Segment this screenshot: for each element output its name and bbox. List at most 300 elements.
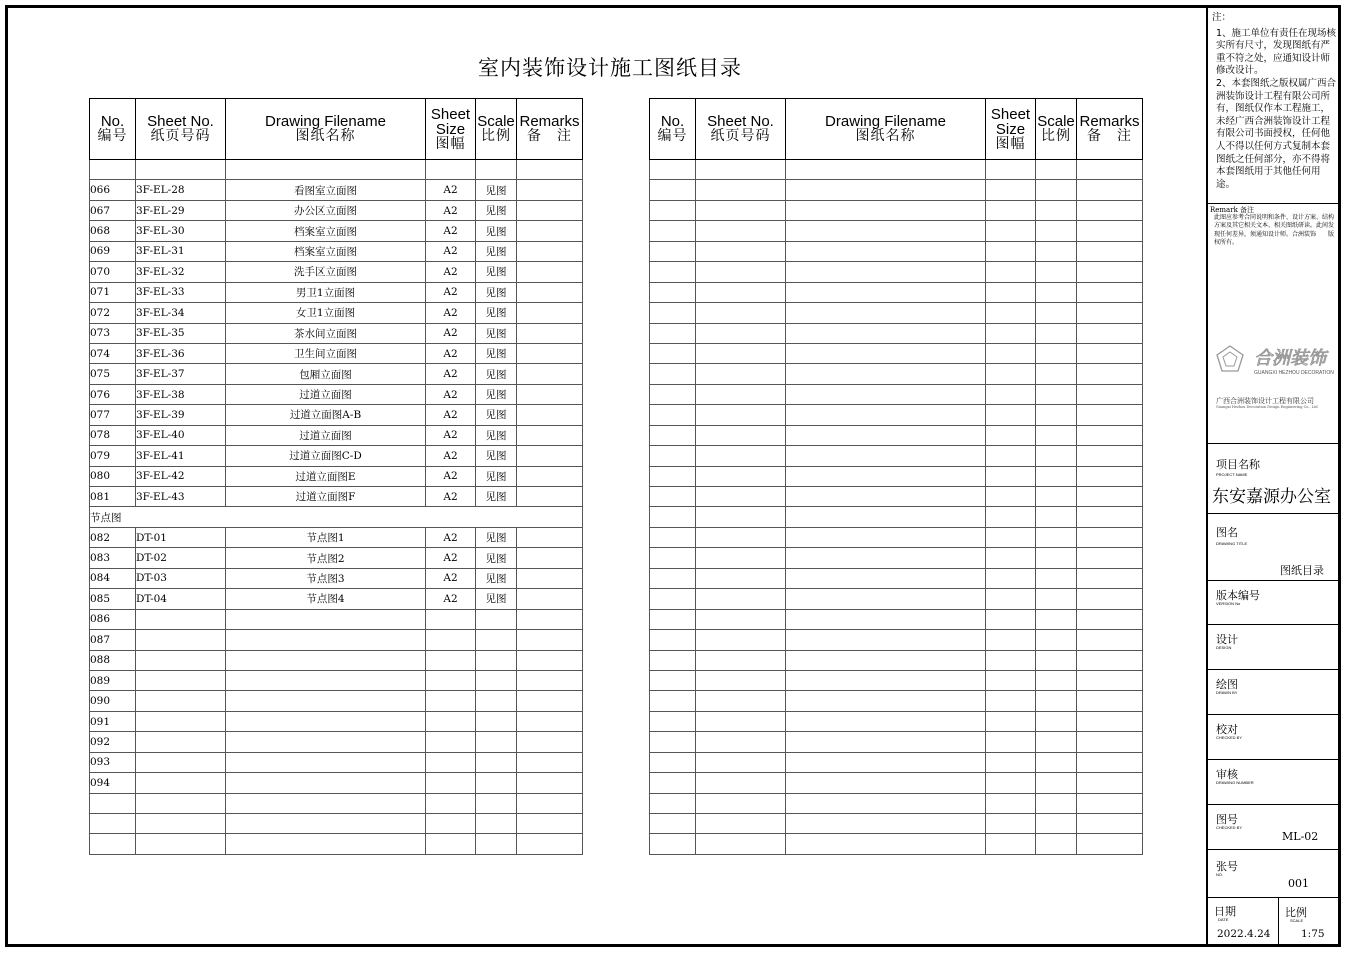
empty-cell <box>1036 466 1077 486</box>
table-row <box>90 548 583 568</box>
empty-cell <box>696 160 786 180</box>
cell-scale <box>476 691 517 711</box>
table-row <box>90 793 583 813</box>
empty-cell <box>986 548 1036 568</box>
empty-cell <box>986 630 1036 650</box>
empty-cell <box>1036 609 1077 629</box>
table-row <box>90 343 583 363</box>
empty-cell <box>1077 262 1143 282</box>
empty-cell <box>786 609 986 629</box>
empty-cell <box>650 589 696 609</box>
cell-row-number: 089 <box>90 670 136 690</box>
table-row <box>90 446 583 466</box>
cell-remarks <box>517 282 583 302</box>
cell-scale <box>476 160 517 180</box>
cell-sheet-size: A2 <box>426 446 476 466</box>
table-row <box>90 527 583 547</box>
cell-remarks <box>517 160 583 180</box>
date-value: 2022.4.24 <box>1217 928 1271 940</box>
table-row <box>90 630 583 650</box>
empty-cell <box>696 425 786 445</box>
empty-cell <box>1036 262 1077 282</box>
table-row <box>650 670 1143 690</box>
cell-sheet-number: 3F-EL-43 <box>136 487 226 507</box>
empty-cell <box>650 303 696 323</box>
empty-cell <box>696 343 786 363</box>
cell-row-number: 090 <box>90 691 136 711</box>
empty-cell <box>696 589 786 609</box>
cell-row-number: 093 <box>90 752 136 772</box>
empty-cell <box>986 568 1036 588</box>
cell-drawing-name: 洗手区立面图 <box>226 262 426 282</box>
empty-cell <box>696 405 786 425</box>
cell-sheet-number: 3F-EL-28 <box>136 180 226 200</box>
empty-cell <box>786 527 986 547</box>
empty-cell <box>1077 487 1143 507</box>
cell-scale: 见图 <box>476 446 517 466</box>
empty-cell <box>1036 711 1077 731</box>
cell-sheet-number <box>136 814 226 834</box>
col-header-sheet: Sheet No. 纸页号码 <box>696 99 786 160</box>
cell-drawing-name: 办公区立面图 <box>226 200 426 220</box>
table-row <box>650 200 1143 220</box>
cell-drawing-name: 看图室立面图 <box>226 180 426 200</box>
cell-drawing-name: 过道立面图 <box>226 425 426 445</box>
empty-cell <box>696 221 786 241</box>
cell-sheet-size: A2 <box>426 548 476 568</box>
empty-cell <box>650 282 696 302</box>
cell-sheet-number <box>136 670 226 690</box>
table-row <box>650 527 1143 547</box>
cell-drawing-name: 节点图1 <box>226 527 426 547</box>
empty-cell <box>696 200 786 220</box>
table-row <box>90 711 583 731</box>
cell-scale <box>476 711 517 731</box>
empty-cell <box>986 711 1036 731</box>
empty-cell <box>986 752 1036 772</box>
project-name: 东安嘉源办公室 <box>1212 487 1331 507</box>
table-row <box>90 773 583 793</box>
empty-cell <box>650 834 696 854</box>
empty-cell <box>1077 711 1143 731</box>
cell-remarks <box>517 527 583 547</box>
table-row <box>90 282 583 302</box>
empty-cell <box>786 425 986 445</box>
empty-cell <box>696 752 786 772</box>
empty-cell <box>786 303 986 323</box>
empty-cell <box>696 548 786 568</box>
remark <box>1210 206 1338 247</box>
cell-sheet-size: A2 <box>426 221 476 241</box>
empty-cell <box>986 303 1036 323</box>
col-header-name: Drawing Filename 图纸名称 <box>226 99 426 160</box>
cell-row-number: 080 <box>90 466 136 486</box>
empty-cell <box>786 323 986 343</box>
sheet-number-section <box>1208 850 1341 898</box>
empty-cell <box>1036 425 1077 445</box>
cell-sheet-size: A2 <box>426 568 476 588</box>
empty-cell <box>986 282 1036 302</box>
sheet-number-sub: NO. <box>1216 872 1224 877</box>
cell-drawing-name: 过道立面图 <box>226 384 426 404</box>
table-row <box>90 384 583 404</box>
cell-sheet-size <box>426 814 476 834</box>
cell-scale: 见图 <box>476 180 517 200</box>
date-label: 日期 <box>1214 905 1236 918</box>
cell-row-number: 075 <box>90 364 136 384</box>
col-header-no: No. 编号 <box>90 99 136 160</box>
cell-sheet-number: 3F-EL-41 <box>136 446 226 466</box>
empty-cell <box>1036 405 1077 425</box>
cell-sheet-number: 3F-EL-32 <box>136 262 226 282</box>
empty-cell <box>1077 303 1143 323</box>
empty-cell <box>786 548 986 568</box>
empty-cell <box>986 384 1036 404</box>
empty-cell <box>786 384 986 404</box>
design-sub: DESIGN <box>1216 645 1232 650</box>
empty-cell <box>1077 180 1143 200</box>
cell-scale: 见图 <box>476 221 517 241</box>
table-row <box>650 752 1143 772</box>
empty-cell <box>1077 834 1143 854</box>
cell-row-number: 082 <box>90 527 136 547</box>
table-row <box>650 650 1143 670</box>
table-row <box>90 670 583 690</box>
cell-row-number: 091 <box>90 711 136 731</box>
cell-scale: 见图 <box>476 303 517 323</box>
empty-cell <box>696 834 786 854</box>
cell-sheet-number: 3F-EL-30 <box>136 221 226 241</box>
notes <box>1212 12 1337 191</box>
table-row <box>650 405 1143 425</box>
cell-row-number: 087 <box>90 630 136 650</box>
empty-cell <box>986 487 1036 507</box>
drawing-number-sub: CHECKED BY <box>1216 825 1243 830</box>
table-row <box>90 609 583 629</box>
empty-cell <box>1036 670 1077 690</box>
table-row <box>650 303 1143 323</box>
table-row <box>90 568 583 588</box>
catalog-table-right <box>649 98 1143 855</box>
empty-cell <box>986 343 1036 363</box>
empty-cell <box>650 568 696 588</box>
notes-section <box>1208 8 1341 204</box>
empty-cell <box>786 466 986 486</box>
empty-cell <box>986 425 1036 445</box>
drawing-number-label: 图号 <box>1216 813 1238 826</box>
empty-cell <box>1077 548 1143 568</box>
empty-cell <box>986 241 1036 261</box>
empty-cell <box>1036 343 1077 363</box>
version-section <box>1208 581 1341 625</box>
empty-cell <box>1036 568 1077 588</box>
cell-row-number: 084 <box>90 568 136 588</box>
design-label: 设计 <box>1216 633 1238 646</box>
company-name-zh: 广西合洲装饰设计工程有限公司 <box>1216 397 1314 405</box>
cell-scale: 见图 <box>476 200 517 220</box>
cell-drawing-name <box>226 773 426 793</box>
empty-cell <box>696 527 786 547</box>
remark-section <box>1208 204 1341 292</box>
drawn-section <box>1208 670 1341 715</box>
empty-cell <box>650 773 696 793</box>
table-row <box>650 507 1143 527</box>
cell-row-number <box>90 834 136 854</box>
project-section <box>1208 444 1341 514</box>
col-header-scale: Scale 比例 <box>1036 99 1077 160</box>
cell-row-number: 081 <box>90 487 136 507</box>
cell-remarks <box>517 793 583 813</box>
empty-cell <box>786 282 986 302</box>
drawing-title-label: 图名 <box>1216 526 1238 539</box>
cell-remarks <box>517 548 583 568</box>
empty-cell <box>1077 405 1143 425</box>
cell-drawing-name: 茶水间立面图 <box>226 323 426 343</box>
empty-cell <box>696 384 786 404</box>
empty-cell <box>650 323 696 343</box>
empty-cell <box>696 180 786 200</box>
empty-cell <box>1077 814 1143 834</box>
cell-row-number <box>90 814 136 834</box>
empty-cell <box>1077 732 1143 752</box>
empty-cell <box>650 630 696 650</box>
cell-sheet-size: A2 <box>426 425 476 445</box>
cell-remarks <box>517 487 583 507</box>
cell-sheet-size <box>426 752 476 772</box>
col-header-no: No. 编号 <box>650 99 696 160</box>
table-row <box>90 834 583 854</box>
cell-row-number: 086 <box>90 609 136 629</box>
empty-cell <box>986 180 1036 200</box>
cell-sheet-size <box>426 160 476 180</box>
empty-cell <box>786 630 986 650</box>
cell-scale: 见图 <box>476 384 517 404</box>
remark-text: 此图应参考合同说明和条件、设计方案、结构方案及其它相关文本、相关图纸研读。此间发现任何差异，须通知设计师。合洲装饰 版权所有。 <box>1214 214 1335 246</box>
table-row <box>90 200 583 220</box>
cell-sheet-number <box>136 691 226 711</box>
notes-title: 注： <box>1212 12 1232 23</box>
cell-remarks <box>517 630 583 650</box>
empty-cell <box>696 446 786 466</box>
empty-cell <box>696 241 786 261</box>
cell-drawing-name: 卫生间立面图 <box>226 343 426 363</box>
empty-cell <box>1077 241 1143 261</box>
table-row <box>90 221 583 241</box>
table-row <box>90 241 583 261</box>
cell-row-number: 079 <box>90 446 136 466</box>
empty-cell <box>786 670 986 690</box>
table-row <box>650 282 1143 302</box>
cell-sheet-size: A2 <box>426 405 476 425</box>
table-row <box>90 425 583 445</box>
empty-cell <box>1036 527 1077 547</box>
empty-cell <box>786 773 986 793</box>
logo-section <box>1208 292 1341 444</box>
cell-sheet-number: 3F-EL-38 <box>136 384 226 404</box>
empty-cell <box>650 507 696 527</box>
table-row <box>90 507 583 527</box>
cell-drawing-name: 节点图2 <box>226 548 426 568</box>
scale-sub: SCALE <box>1290 918 1304 923</box>
cell-sheet-size: A2 <box>426 343 476 363</box>
project-sub: PROJECT NAME <box>1216 472 1248 477</box>
table-row <box>90 262 583 282</box>
drawing-title-sub: DRAWING TITLE <box>1216 541 1248 546</box>
empty-cell <box>1036 548 1077 568</box>
empty-cell <box>696 773 786 793</box>
empty-cell <box>1036 303 1077 323</box>
empty-cell <box>1077 323 1143 343</box>
table-row <box>650 466 1143 486</box>
empty-cell <box>986 323 1036 343</box>
empty-cell <box>1036 446 1077 466</box>
cell-drawing-name <box>226 160 426 180</box>
note-1: 1、施工单位有责任在现场核实所有尺寸，发现图纸有严重不符之处，应通知设计师修改设计。 <box>1216 27 1337 77</box>
cell-sheet-number <box>136 752 226 772</box>
empty-cell <box>696 466 786 486</box>
table-row <box>650 630 1143 650</box>
cell-scale: 见图 <box>476 262 517 282</box>
empty-cell <box>650 650 696 670</box>
empty-cell <box>1077 200 1143 220</box>
drawn-label: 绘图 <box>1216 678 1238 691</box>
cell-sheet-size: A2 <box>426 487 476 507</box>
cell-row-number: 076 <box>90 384 136 404</box>
empty-cell <box>786 262 986 282</box>
cell-drawing-name: 档案室立面图 <box>226 241 426 261</box>
cell-sheet-number: 3F-EL-34 <box>136 303 226 323</box>
empty-cell <box>1036 650 1077 670</box>
cell-sheet-number <box>136 732 226 752</box>
empty-cell <box>650 241 696 261</box>
empty-cell <box>1036 589 1077 609</box>
cell-scale: 见图 <box>476 282 517 302</box>
empty-cell <box>786 446 986 466</box>
cell-remarks <box>517 691 583 711</box>
empty-cell <box>786 487 986 507</box>
cell-sheet-number <box>136 711 226 731</box>
empty-cell <box>1077 527 1143 547</box>
empty-cell <box>786 752 986 772</box>
empty-cell <box>650 609 696 629</box>
cell-remarks <box>517 446 583 466</box>
page-title: 室内装饰设计施工图纸目录 <box>478 56 742 80</box>
empty-cell <box>650 548 696 568</box>
cell-row-number: 092 <box>90 732 136 752</box>
cell-sheet-size <box>426 691 476 711</box>
cell-remarks <box>517 200 583 220</box>
cell-row-number: 094 <box>90 773 136 793</box>
cell-remarks <box>517 241 583 261</box>
empty-cell <box>650 262 696 282</box>
cell-sheet-number: 3F-EL-29 <box>136 200 226 220</box>
cell-remarks <box>517 773 583 793</box>
empty-cell <box>1036 160 1077 180</box>
drawing-number: ML-02 <box>1282 830 1319 843</box>
table-row <box>650 180 1143 200</box>
cell-row-number <box>90 793 136 813</box>
cell-sheet-number <box>136 793 226 813</box>
cell-drawing-name: 包厢立面图 <box>226 364 426 384</box>
cell-sheet-size: A2 <box>426 323 476 343</box>
empty-cell <box>696 670 786 690</box>
cell-remarks <box>517 834 583 854</box>
table-row <box>650 446 1143 466</box>
cell-sheet-size: A2 <box>426 384 476 404</box>
table-row <box>90 752 583 772</box>
empty-cell <box>986 262 1036 282</box>
empty-cell <box>986 691 1036 711</box>
cell-sheet-size <box>426 732 476 752</box>
table-row <box>650 834 1143 854</box>
empty-cell <box>1036 507 1077 527</box>
empty-cell <box>1036 814 1077 834</box>
empty-cell <box>986 405 1036 425</box>
empty-cell <box>650 425 696 445</box>
table-row <box>650 548 1143 568</box>
cell-sheet-number: 3F-EL-42 <box>136 466 226 486</box>
cell-drawing-name <box>226 793 426 813</box>
cell-sheet-size: A2 <box>426 200 476 220</box>
cell-row-number: 069 <box>90 241 136 261</box>
cell-sheet-number: DT-01 <box>136 527 226 547</box>
table-row <box>650 241 1143 261</box>
cell-sheet-number <box>136 650 226 670</box>
empty-cell <box>1077 609 1143 629</box>
cell-sheet-size: A2 <box>426 282 476 302</box>
empty-cell <box>986 773 1036 793</box>
table-row <box>650 343 1143 363</box>
empty-cell <box>650 487 696 507</box>
cell-sheet-number: 3F-EL-33 <box>136 282 226 302</box>
empty-cell <box>786 160 986 180</box>
cell-sheet-size <box>426 650 476 670</box>
empty-cell <box>1077 773 1143 793</box>
cell-sheet-size: A2 <box>426 589 476 609</box>
col-header-scale: Scale 比例 <box>476 99 517 160</box>
cell-sheet-number: 3F-EL-35 <box>136 323 226 343</box>
version-label: 版本编号 <box>1216 589 1260 602</box>
drawing-number-section <box>1208 805 1341 850</box>
empty-cell <box>1077 691 1143 711</box>
cell-sheet-size: A2 <box>426 364 476 384</box>
cell-drawing-name <box>226 691 426 711</box>
cell-remarks <box>517 814 583 834</box>
cell-scale <box>476 752 517 772</box>
empty-cell <box>650 364 696 384</box>
title-block <box>1206 8 1341 944</box>
empty-cell <box>1036 241 1077 261</box>
cell-drawing-name: 档案室立面图 <box>226 221 426 241</box>
empty-cell <box>650 466 696 486</box>
cell-drawing-name <box>226 711 426 731</box>
empty-cell <box>696 282 786 302</box>
cell-sheet-number: DT-02 <box>136 548 226 568</box>
table-row <box>90 180 583 200</box>
cell-drawing-name: 节点图3 <box>226 568 426 588</box>
empty-cell <box>650 405 696 425</box>
cell-row-number: 072 <box>90 303 136 323</box>
cell-remarks <box>517 323 583 343</box>
empty-cell <box>786 200 986 220</box>
empty-cell <box>986 732 1036 752</box>
empty-cell <box>1077 793 1143 813</box>
cell-row-number: 066 <box>90 180 136 200</box>
company-logo-icon <box>1214 342 1339 382</box>
col-header-name: Drawing Filename 图纸名称 <box>786 99 986 160</box>
empty-cell <box>986 650 1036 670</box>
empty-cell <box>1077 221 1143 241</box>
